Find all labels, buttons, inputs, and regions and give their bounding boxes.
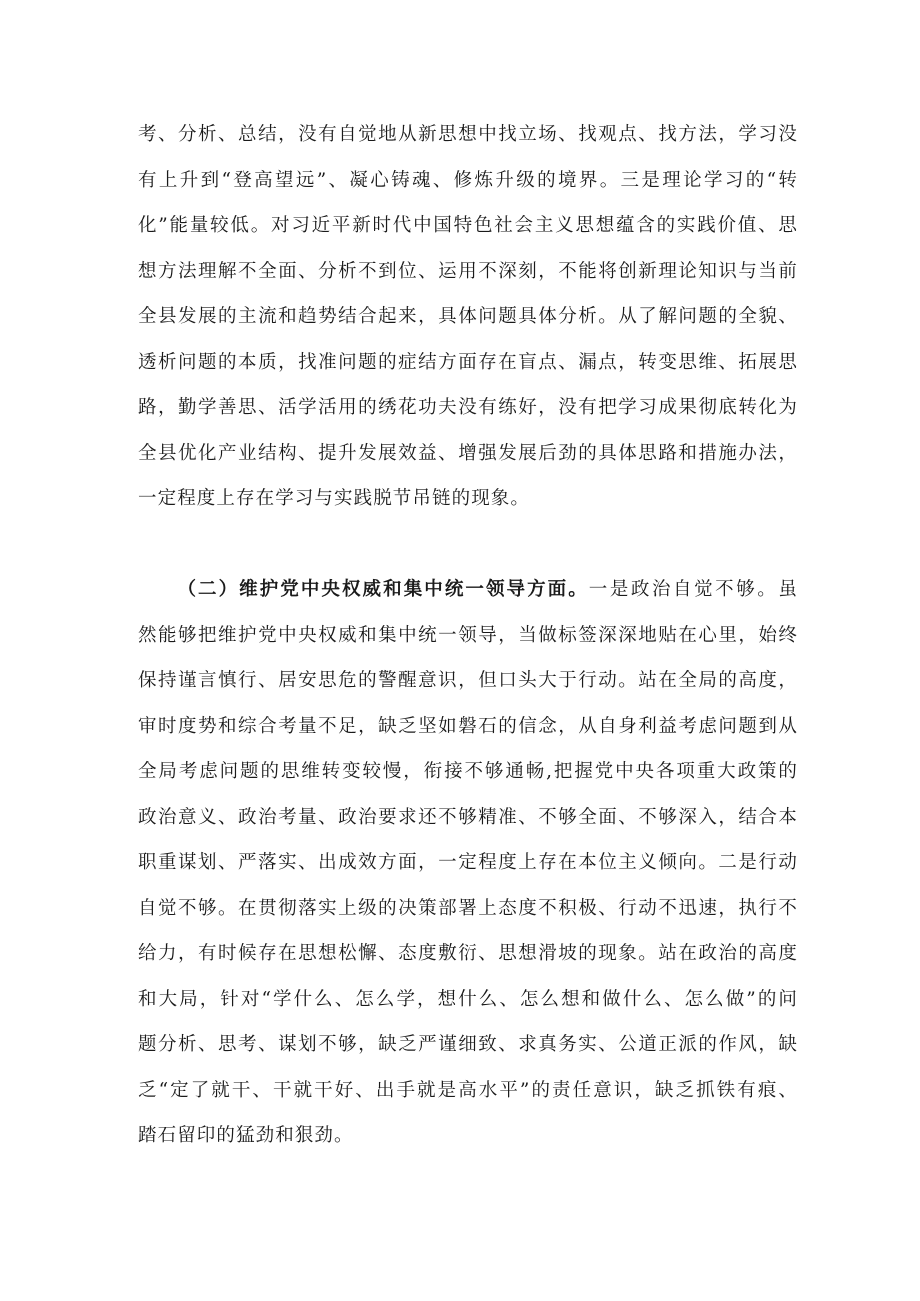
text-line-first bbox=[138, 567, 798, 613]
text-line: 政治意义、政治考量、政治要求还不够精准、不够全面、不够深入，结合本 bbox=[138, 806, 798, 828]
section-heading: （二）维护党中央权威和集中统一领导方面。 bbox=[176, 579, 589, 600]
paragraph-party-authority bbox=[138, 567, 798, 1159]
text-line: 职重谋划、严落实、出成效方面，一定程度上存在本位主义倾向。二是行动 bbox=[138, 852, 798, 873]
text-line: 全县优化产业结构、提升发展效益、增强发展后劲的具体思路和措施办法， bbox=[138, 442, 798, 464]
text-line: 乏“定了就干、干就干好、出手就是高水平”的责任意识，缺乏抓铁有痕、 bbox=[138, 1079, 798, 1101]
text-line: 给力，有时候存在思想松懈、态度敷衍、思想滑坡的现象。站在政治的高度 bbox=[138, 943, 798, 964]
text-line: 题分析、思考、谋划不够，缺乏严谨细致、求真务实、公道正派的作风，缺 bbox=[138, 1034, 798, 1055]
text-line: 和大局，针对“学什么、怎么学，想什么、怎么想和做什么、怎么做”的问 bbox=[138, 988, 798, 1010]
text-line: 保持谨言慎行、居安思危的警醒意识，但口头大于行动。站在全局的高度， bbox=[138, 670, 798, 691]
text-line: 化”能量较低。对习近平新时代中国特色社会主义思想蕴含的实践价值、思 bbox=[138, 215, 798, 236]
text-line: 然能够把维护党中央权威和集中统一领导，当做标签深深地贴在心里，始终 bbox=[138, 624, 798, 646]
text-line: 审时度势和综合考量不足，缺乏坚如磐石的信念，从自身利益考虑问题到从 bbox=[138, 715, 798, 737]
section-heading-continuation: 一是政治自觉不够。虽 bbox=[588, 579, 798, 600]
text-line: 有上升到“登高望远”、凝心铸魂、修炼升级的境界。三是理论学习的“转 bbox=[138, 169, 798, 191]
text-line: 全局考虑问题的思维转变较慢，衔接不够通畅,把握党中央各项重大政策的 bbox=[138, 761, 798, 782]
text-line: 透析问题的本质，找准问题的症结方面存在盲点、漏点，转变思维、拓展思 bbox=[138, 351, 798, 373]
text-line: 路，勤学善思、活学活用的绣花功夫没有练好，没有把学习成果彻底转化为 bbox=[138, 397, 798, 418]
paragraph-theory-study bbox=[138, 112, 798, 522]
text-line: 自觉不够。在贯彻落实上级的决策部署上态度不积极、行动不迅速，执行不 bbox=[138, 897, 798, 919]
text-line: 踏石留印的猛劲和狠劲。 bbox=[138, 1125, 354, 1146]
text-line: 想方法理解不全面、分析不到位、运用不深刻，不能将创新理论知识与当前 bbox=[138, 260, 798, 282]
text-line: 一定程度上存在学习与实践脱节吊链的现象。 bbox=[138, 488, 531, 509]
text-line: 全县发展的主流和趋势结合起来，具体问题具体分析。从了解问题的全貌、 bbox=[138, 306, 798, 327]
text-line: 考、分析、总结，没有自觉地从新思想中找立场、找观点、找方法，学习没 bbox=[138, 124, 798, 145]
